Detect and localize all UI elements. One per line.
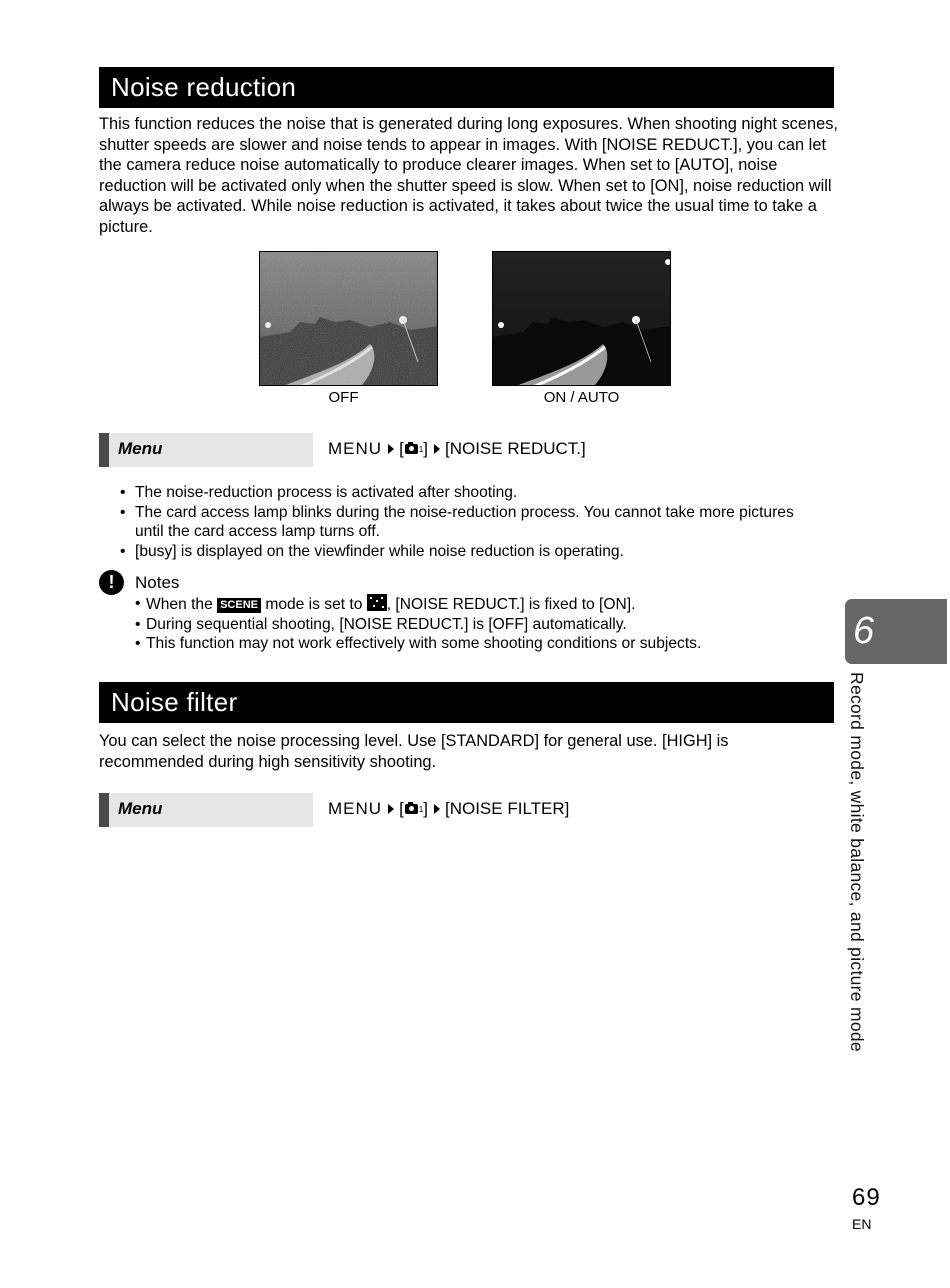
arrow-right-icon: [388, 444, 394, 454]
section-title-noise-reduction: Noise reduction: [99, 67, 834, 108]
photo-noise-reduction-off: [259, 251, 438, 386]
photo-caption-off: OFF: [328, 389, 359, 406]
exclamation-icon: !: [99, 570, 124, 595]
notes-list: [135, 594, 825, 654]
list-item: • The noise-reduction process is activated after shooting.: [120, 483, 810, 503]
list-item: • This function may not work effectively with some shooting conditions or subjects.: [135, 634, 825, 654]
menu-label: Menu: [118, 799, 163, 818]
arrow-right-icon: [434, 444, 440, 454]
note-text: , [NOISE REDUCT.] is fixed to [ON].: [386, 596, 636, 613]
menu-path-noise-reduct: [328, 439, 586, 459]
menu-bracket-open: [: [399, 439, 404, 458]
camera-icon: [405, 804, 418, 814]
list-item: • [busy] is displayed on the viewfinder while noise reduction is operating.: [120, 542, 810, 562]
menu-bracket-close: ]: [423, 439, 428, 458]
section-title-noise-filter: Noise filter: [99, 682, 834, 723]
menu-label-box: [99, 793, 313, 827]
menu-bracket-open: [: [399, 799, 404, 818]
page-number: 69: [852, 1184, 881, 1211]
menu-path-noise-filter: [328, 799, 569, 819]
arrow-right-icon: [388, 804, 394, 814]
camera-icon-subscript: 1: [418, 804, 424, 814]
list-item: • During sequential shooting, [NOISE REDUCT.] is [OFF] automatically.: [135, 615, 825, 635]
scene-mode-badge: SCENE: [217, 598, 261, 613]
photo-noise-reduction-on: [492, 251, 671, 386]
chapter-tab[interactable]: 6: [845, 599, 947, 664]
list-item: [135, 594, 825, 615]
menu-label-box: [99, 433, 313, 467]
noise-reduction-bullets: [120, 483, 810, 561]
notes-title: Notes: [135, 573, 180, 592]
menu-bracket-close: ]: [423, 799, 428, 818]
menu-path-start: MENU: [328, 799, 383, 818]
menu-label: Menu: [118, 439, 163, 458]
menu-path-start: MENU: [328, 439, 383, 458]
photo-caption-on-auto: ON / AUTO: [543, 389, 620, 406]
night-scene-icon: [367, 594, 387, 611]
camera-icon: [405, 444, 418, 454]
camera-icon-subscript: 1: [418, 444, 424, 454]
list-item: • The card access lamp blinks during the noise-reduction process. You cannot take more pictures until the card access lamp turns off.: [120, 503, 810, 542]
note-text: mode is set to: [265, 596, 363, 613]
menu-path-end: [NOISE FILTER]: [444, 799, 570, 818]
noise-reduction-description: This function reduces the noise that is generated during long exposures. When shooting night scenes, shutter speeds are slower and noise tends to appear in images. With [NOISE REDUCT.], you can let the camera reduce noise automatically to produce clearer images. When set to [AUTO], noise reduction will be activated only when the shutter speed is slow. When set to [ON], noise reduction will always be activated. While noise reduction is activated, it takes about twice the usual time to take a picture.: [99, 115, 838, 236]
chapter-title-vertical: Record mode, white balance, and picture mode: [847, 672, 867, 1052]
page-language: EN: [852, 1216, 872, 1232]
noise-filter-description: You can select the noise processing level. Use [STANDARD] for general use. [HIGH] is recommended during high sensitivity shooting.: [99, 732, 729, 771]
note-text: When the: [146, 596, 213, 613]
arrow-right-icon: [434, 804, 440, 814]
menu-path-end: [NOISE REDUCT.]: [444, 439, 586, 458]
